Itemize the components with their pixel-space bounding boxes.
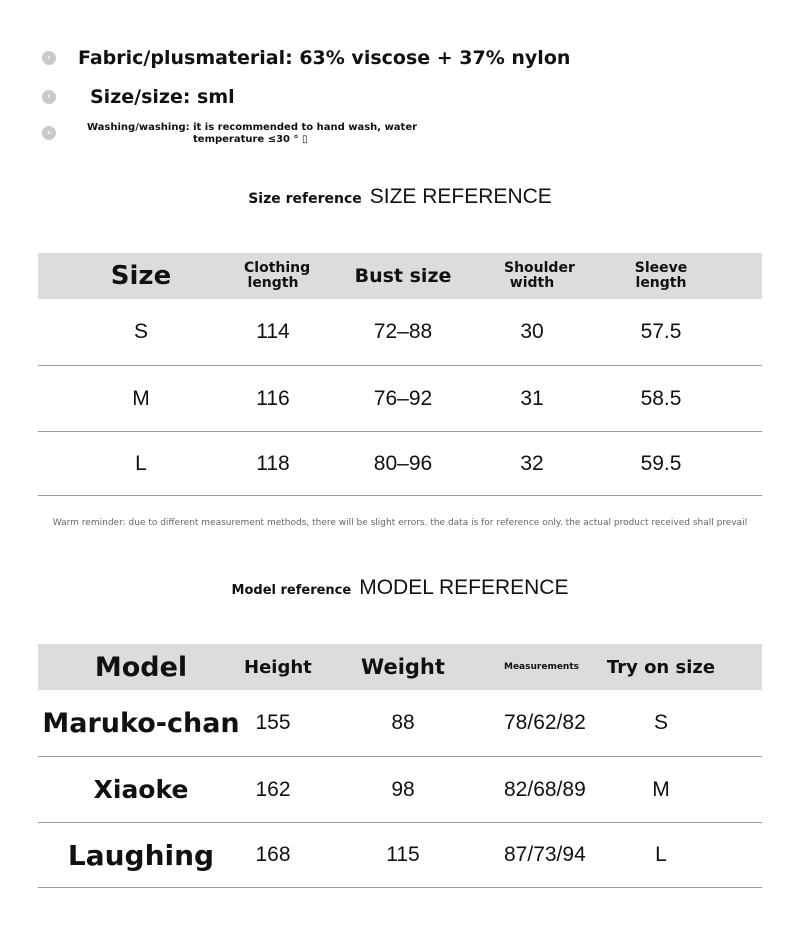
table-row: L 118 80–96 32 59.5	[38, 432, 762, 496]
washing-line-1: Washing/washing: it is recommended to hand wash, water	[87, 122, 418, 133]
size-table-header	[38, 253, 762, 299]
table-row: Laughing 168 115 87/73/94 L	[38, 823, 762, 888]
model-table-header	[38, 644, 762, 690]
header-clothing-length: Clothing length	[244, 260, 311, 291]
model-reference-heading	[0, 576, 800, 600]
size-table	[38, 253, 762, 496]
header-weight: Weight	[361, 655, 445, 679]
header-shoulder-width: Shoulder width	[504, 260, 575, 291]
table-row: Maruko-chan 155 88 78/62/82 S	[38, 690, 762, 757]
chevron-right-icon: ›	[42, 90, 56, 104]
table-row: Xiaoke 162 98 82/68/89 M	[38, 757, 762, 823]
header-model: Model	[94, 651, 188, 683]
model-reference-big: MODEL REFERENCE	[359, 576, 569, 599]
header-try-on-size: Try on size	[606, 656, 716, 678]
header-size: Size	[110, 261, 172, 291]
header-sleeve-length: Sleeve length	[634, 260, 688, 291]
spec-item-fabric: › Fabric/plusmaterial: 63% viscose + 37% nylon	[42, 47, 570, 69]
chevron-right-icon: ›	[42, 51, 56, 65]
model-table	[38, 644, 762, 888]
warm-reminder: Warm reminder: due to different measurement methods, there will be slight errors. the data is for reference only. the actual product received shall prevail	[52, 518, 748, 528]
chevron-right-icon: ›	[42, 126, 56, 140]
table-row: M 116 76–92 31 58.5	[38, 366, 762, 432]
header-measurements: Measurements	[504, 662, 579, 672]
size-reference-small: Size reference	[248, 191, 362, 207]
washing-line-2: temperature ≤30 ° ▯	[193, 134, 308, 145]
size-reference-big: SIZE REFERENCE	[369, 185, 552, 208]
header-height: Height	[244, 656, 312, 678]
table-row: S 114 72–88 30 57.5	[38, 299, 762, 366]
size-reference-heading	[0, 185, 800, 209]
spec-item-size: › Size/size: sml	[42, 86, 235, 108]
model-reference-small: Model reference	[231, 583, 352, 598]
spec-item-washing	[42, 122, 417, 146]
header-bust-size: Bust size	[354, 265, 452, 287]
